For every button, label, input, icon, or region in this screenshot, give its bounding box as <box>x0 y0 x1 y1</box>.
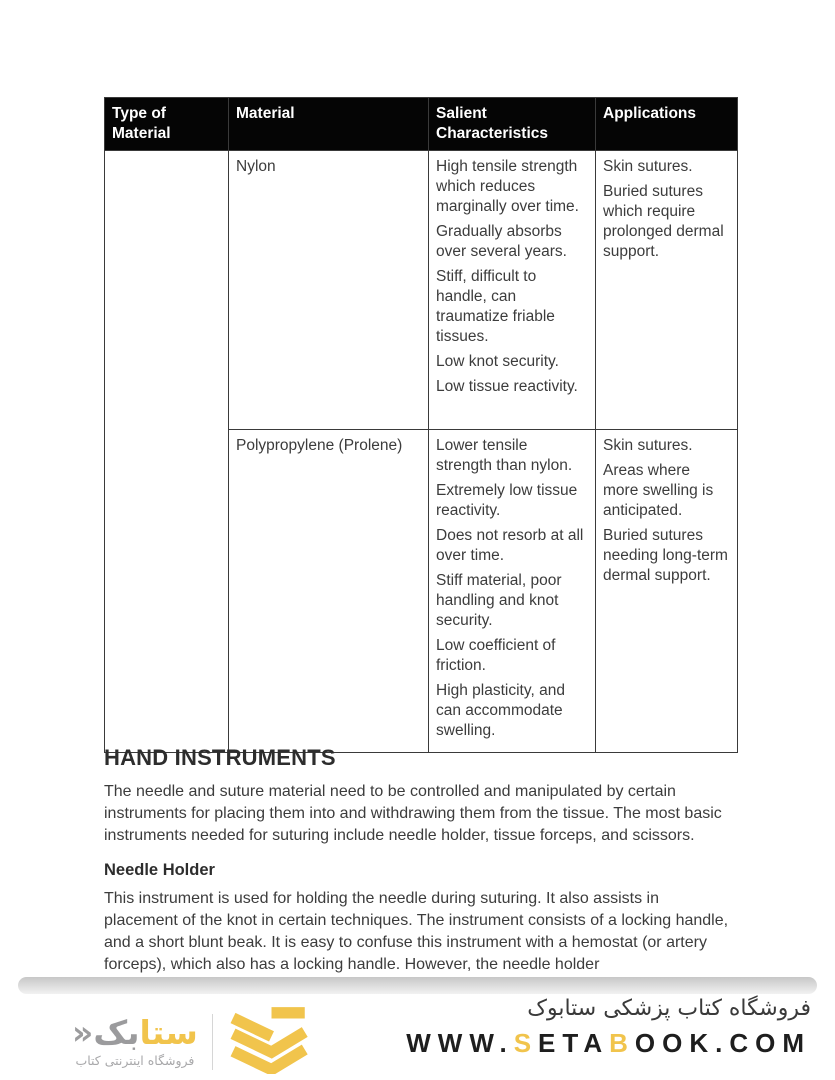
logo-wordmark <box>72 1015 198 1051</box>
wordmark-yellow-part: ستا <box>139 1013 198 1052</box>
characteristics-cell <box>429 151 596 430</box>
table-row <box>105 151 738 430</box>
type-of-material-cell <box>105 151 229 753</box>
section-paragraph: The needle and suture material need to be controlled and manipulated by certain instruments for placing them into and withdrawing them from the tissue. The most basic instruments needed for suturing include needle holder, tissue forceps, and scissors. <box>104 783 722 844</box>
needle-holder-paragraph: This instrument is used for holding the needle during suturing. It also assists in placement of the knot in certain techniques. The instrument consists of a locking handle, and a short blunt beak. It is easy to confuse this instrument with a hemostat (or artery forceps), which also has a locking handle. However, the needle holder <box>104 890 729 973</box>
application-item: Skin sutures. <box>603 158 693 175</box>
header-applications: Applications <box>596 98 738 151</box>
url-ook-com-part: OOK.COM <box>634 1028 811 1058</box>
characteristic-item: High tensile strength which reduces marginally over time. <box>436 158 579 215</box>
setabook-chevron-emblem-icon <box>225 1004 311 1079</box>
application-item: Buried sutures which require prolonged dermal support. <box>603 183 724 260</box>
material-cell: Nylon <box>229 151 429 430</box>
suture-materials-table <box>104 97 738 753</box>
needle-holder-subheading: Needle Holder <box>104 861 215 879</box>
logo-tagline: فروشگاه اینترنتی کتاب <box>75 1053 195 1068</box>
logo-wordmark-block <box>72 1015 198 1068</box>
url-eta-part: ETA <box>538 1028 610 1058</box>
characteristic-item: Low knot security. <box>436 353 559 370</box>
header-type-of-material: Type of Material <box>105 98 229 151</box>
wordmark-grey-part: بک« <box>72 1013 140 1052</box>
characteristic-item: Does not resorb at all over time. <box>436 527 584 564</box>
table-header-row <box>105 98 738 151</box>
application-item: Buried sutures needing long-term dermal support. <box>603 527 728 584</box>
url-s-highlight: S <box>513 1028 539 1058</box>
characteristic-item: High plasticity, and can accommodate swelling. <box>436 682 565 739</box>
applications-cell <box>596 151 738 430</box>
characteristic-item: Gradually absorbs over several years. <box>436 223 567 260</box>
setabook-logo[interactable] <box>72 1004 311 1079</box>
header-material: Material <box>229 98 429 151</box>
footer-banner <box>0 994 835 1080</box>
characteristic-item: Low tissue reactivity. <box>436 378 578 395</box>
section-heading: HAND INSTRUMENTS <box>104 745 336 770</box>
application-item: Areas where more swelling is anticipated. <box>603 462 714 519</box>
logo-divider-line <box>212 1014 213 1070</box>
characteristic-item: Extremely low tissue reactivity. <box>436 482 578 519</box>
header-salient-characteristics: Salient Characteristics <box>429 98 596 151</box>
store-url[interactable] <box>406 1028 811 1059</box>
applications-cell <box>596 430 738 753</box>
store-title-farsi: فروشگاه کتاب پزشکی ستابوک <box>527 996 811 1021</box>
url-www-part: WWW. <box>406 1028 514 1058</box>
url-b-highlight: B <box>609 1028 635 1058</box>
characteristics-cell <box>429 430 596 753</box>
characteristic-item: Lower tensile strength than nylon. <box>436 437 573 474</box>
hand-instruments-section <box>104 745 737 990</box>
store-info <box>406 996 811 1059</box>
characteristic-item: Low coefficient of friction. <box>436 637 556 674</box>
footer-divider-bar <box>18 977 817 994</box>
characteristic-item: Stiff material, poor handling and knot security. <box>436 572 562 629</box>
application-item: Skin sutures. <box>603 437 693 454</box>
characteristic-item: Stiff, difficult to handle, can traumatize friable tissues. <box>436 268 555 345</box>
material-cell: Polypropylene (Prolene) <box>229 430 429 753</box>
